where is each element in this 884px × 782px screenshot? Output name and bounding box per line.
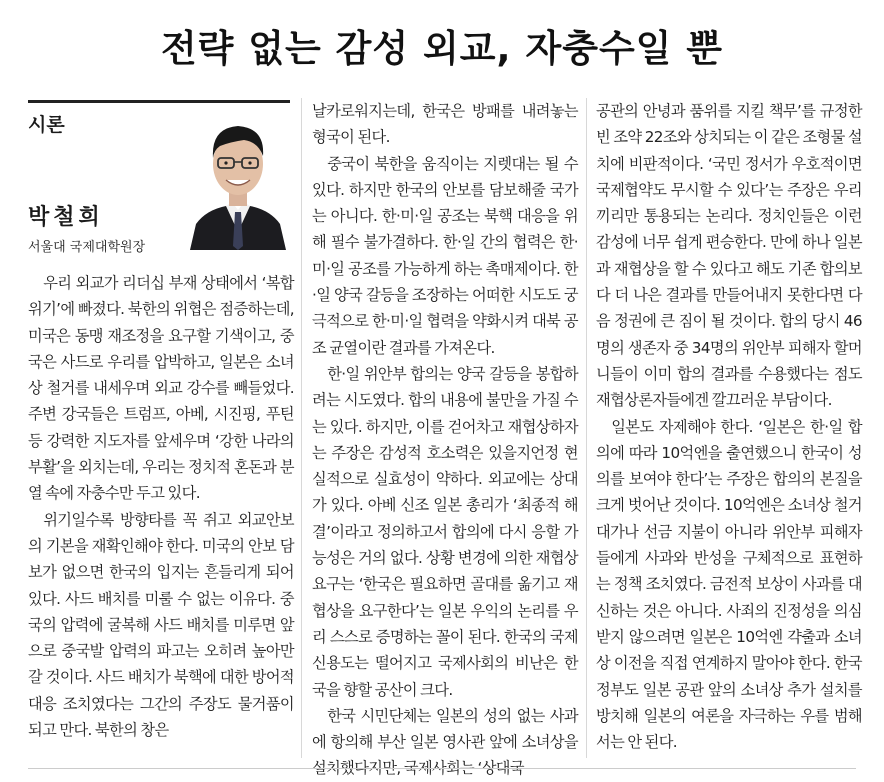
author-name: 박철희 [28, 205, 104, 230]
paragraph: 날카로워지는데, 한국은 방패를 내려놓는 형국이 된다. [312, 102, 578, 147]
author-photo [186, 106, 290, 250]
paragraph: 일본도 자제해야 한다. ‘일본은 한·일 합의에 따라 10억엔을 출연했으니 한국이 성의를 보여야 한다’는 주장은 합의의 본질을 크게 벗어난 것이다. 10억엔은 소녀상 철거 대가나 선금 지불이 아니라 위안부 피해자들에게 사과와 반성을 구체적으로 표현하는 정책 조치였다. 금전적 보상이 사과를 대신하는 것은 아니다. 사죄의 진정성을 의심받지 않으려면 일본은 10억엔 갹출과 소녀상 이전을 직접 연계하지 말아야 한다. 한국 정부도 일본 공관 앞의 소녀상 추가 설치를 방치해 일본의 여론을 자극하는 우를 범해서는 안 된다. [596, 417, 862, 752]
paragraph: 공관의 안녕과 품위를 지킬 책무’를 규정한 빈 조약 22조와 상치되는 이 같은 조형물 설치에 비판적이다. ‘국민 정서가 우호적이면 국제협약도 무시할 수 있다’는 주장은 우리끼리만 통용되는 논리다. 정치인들은 이런 감성에 너무 쉽게 편승한다. 만에 하나 일본과 재협상을 할 수 있다고 해도 기존 합의보다 더 나은 결과를 만들어내지 못한다면 다음 정권에 큰 짐이 될 것이다. 합의 당시 46명의 생존자 중 34명의 위안부 피해자 할머니들이 이미 합의 결과를 수용했다는 점도 재협상론자들에겐 깔끄러운 부담이다. [596, 102, 862, 410]
column-divider [586, 98, 587, 758]
article-column-1 [28, 270, 294, 743]
paragraph: 한국 시민단체는 일본의 성의 없는 사과에 항의해 부산 일본 영사관 앞에 소녀상을 설치했다지만, 국제사회는 ‘상대국 [312, 706, 578, 778]
author-portrait-icon [186, 106, 290, 250]
bottom-rule [28, 768, 856, 769]
paragraph: 중국이 북한을 움직이는 지렛대는 될 수 있다. 하지만 한국의 안보를 담보해줄 국가는 아니다. 한·미·일 공조는 북핵 대응을 위해 필수 불가결하다. 한·일 간의 협력은 한·미·일 공조를 가능하게 하는 촉매제이다. 한·일 양국 갈등을 조장하는 어떠한 시도도 궁극적으로 한·미·일 협력을 약화시켜 대북 공조 균열이란 결과를 가져온다. [312, 154, 578, 357]
article-column-3 [596, 98, 862, 755]
paragraph: 한·일 위안부 합의는 양국 갈등을 봉합하려는 시도였다. 합의 내용에 불만을 가질 수는 있다. 하지만, 이를 걷어차고 재협상하자는 주장은 감성적 호소력은 있을지언정 현실적으로 실효성이 약하다. 외교에는 상대가 있다. 아베 신조 일본 총리가 ‘최종적 해결’이라고 정의하고서 합의에 다시 응할 가능성은 거의 없다. 상황 변경에 의한 재협상 요구는 ‘한국은 필요하면 골대를 옮기고 재협상을 요구한다’는 일본 우익의 논리를 우리 스스로 증명하는 꼴이 된다. 한국의 국제 신용도는 떨어지고 국제사회의 비난은 한국을 향할 공산이 크다. [312, 364, 578, 699]
column-divider [301, 98, 302, 758]
section-rule [28, 100, 290, 103]
author-title: 서울대 국제대학원장 [28, 240, 146, 255]
paragraph: 우리 외교가 리더십 부재 상태에서 ‘복합 위기’에 빠졌다. 북한의 위협은 점증하는데, 미국은 동맹 재조정을 요구할 기색이고, 중국은 사드로 우리를 압박하고, 일본은 소녀상 철거를 내세우며 외교 강수를 빼들었다. 주변 강국들은 트럼프, 아베, 시진핑, 푸틴 등 강력한 지도자를 앞세우며 ‘강한 나라의 부활’을 외치는데, 우리는 정치적 혼돈과 분열 속에 자충수만 두고 있다. [28, 274, 294, 503]
paragraph: 위기일수록 방향타를 꼭 쥐고 외교안보의 기본을 재확인해야 한다. 미국의 안보 담보가 없으면 한국의 입지는 흔들리게 되어 있다. 사드 배치를 미룰 수 없는 이유다. 중국의 압력에 굴복해 사드 배치를 미루면 앞으로 중국발 압력의 파고는 오히려 높아만 갈 것이다. 사드 배치가 북핵에 대한 방어적 대응 조치였다는 그간의 주장도 물거품이 되고 만다. 북한의 창은 [28, 510, 294, 740]
article-column-2 [312, 98, 578, 782]
section-label: 시론 [28, 114, 65, 136]
article-headline: 전략 없는 감성 외교, 자충수일 뿐 [160, 27, 724, 70]
